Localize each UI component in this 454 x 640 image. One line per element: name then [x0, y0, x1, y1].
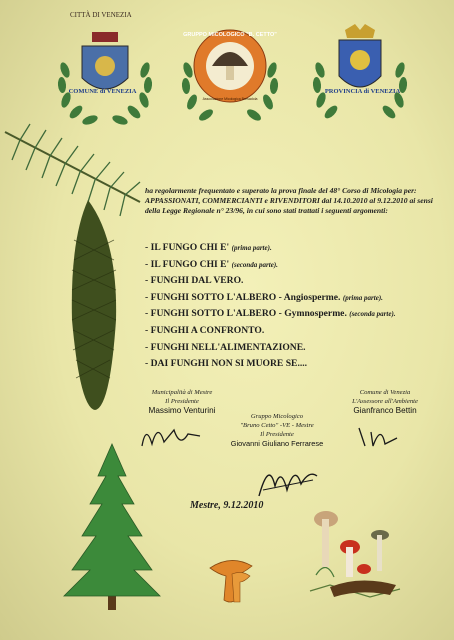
list-item: - FUNGHI A CONFRONTO.	[145, 324, 265, 336]
fir-tree-icon	[62, 442, 162, 612]
comune-venezia-label: COMUNE di VENEZIA	[68, 88, 137, 95]
seal-ring-text: GRUPPO MICOLOGICO "B. CETTO"	[183, 32, 277, 38]
mushroom-group-icon	[300, 505, 410, 615]
comune-venezia-emblem	[50, 20, 160, 130]
provincia-venezia-emblem	[305, 20, 415, 130]
topics-list	[145, 240, 445, 373]
list-item: - FUNGHI NELL'ALIMENTAZIONE.	[145, 341, 306, 353]
list-item: - FUNGHI SOTTO L'ALBERO - Gymnosperme. (seconda parte).	[145, 308, 396, 320]
list-item: - DAI FUNGHI NON SI MUORE SE....	[145, 358, 308, 370]
intro-text: ha regolarmente frequentato e superato la prova finale del 48° Corso di Micologia per: APPASSIONATI, COMMERCIANTI e RIVENDITORI dal 14.10.2010 al 9.12.2010 ai sensi della Legge Regionale n° 23/96, in cui sono stati trattati i seguenti argomenti:	[145, 186, 433, 216]
seal-ring-text-bottom: Associazione Micologica Bresadola	[202, 97, 258, 101]
city-label: CITTÀ DI VENEZIA	[70, 11, 132, 19]
place-date: Mestre, 9.12.2010	[190, 500, 264, 511]
signature-middle: Gruppo Micologico "Bruno Cetto" -VE - Mestre Il Presidente Giovanni Giuliano Ferrarese	[230, 413, 324, 448]
chanterelle-mushroom-icon	[206, 554, 256, 606]
gruppo-micologico-seal	[170, 20, 290, 130]
fir-branch-icon	[0, 120, 150, 420]
signature-left: Municipalità di Mestre Il Presidente Massimo Venturini	[148, 389, 216, 415]
list-item: - FUNGHI SOTTO L'ALBERO - Angiosperme. (prima parte).	[145, 291, 383, 303]
provincia-venezia-label: PROVINCIA di VENEZIA	[324, 88, 401, 95]
list-item: - IL FUNGO CHI E' (prima parte).	[145, 242, 272, 253]
list-item: - IL FUNGO CHI E' (seconda parte).	[145, 258, 278, 270]
list-item: - FUNGHI DAL VERO.	[145, 275, 244, 287]
handwritten-signature	[355, 418, 415, 452]
handwritten-signature	[255, 456, 325, 500]
pine-cone-icon	[72, 200, 116, 410]
signature-right: Comune di Venezia L'Assessore all'Ambiente Gianfranco Bettin	[352, 389, 418, 415]
